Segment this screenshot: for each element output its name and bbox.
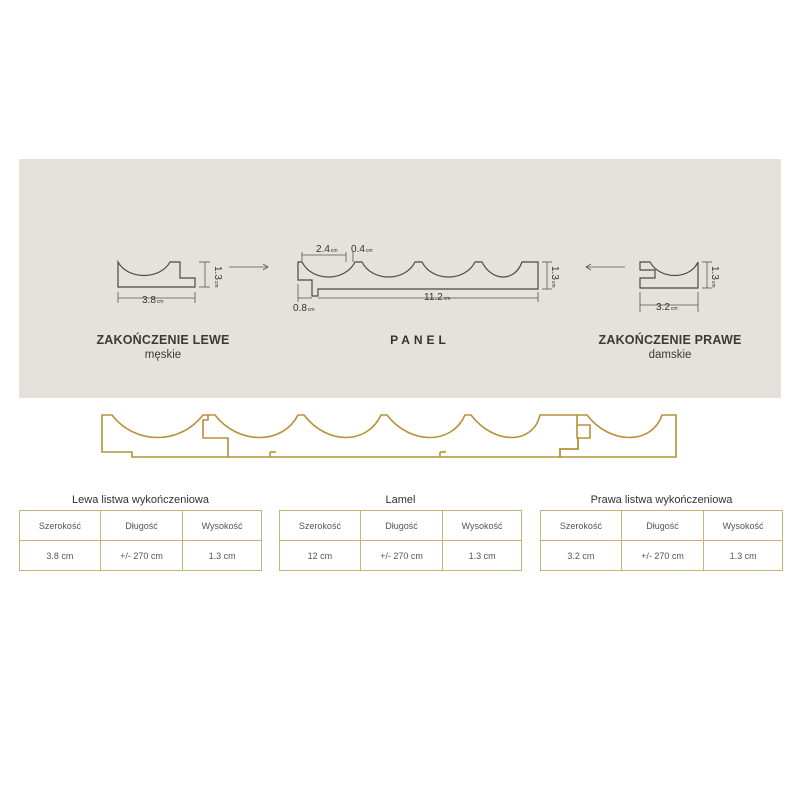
header-cell: Wysokość xyxy=(183,511,262,541)
spec-table-title: Prawa listwa wykończeniowa xyxy=(590,494,733,506)
header-cell: Długość xyxy=(100,511,182,541)
panel-groove-label: 2.4cm xyxy=(316,244,338,255)
value-cell: +/- 270 cm xyxy=(360,541,442,571)
spec-table-title: Lamel xyxy=(385,494,416,506)
panel-offset-dimension xyxy=(298,284,312,302)
left-profile-caption xyxy=(88,333,238,361)
value-cell: 1.3 cm xyxy=(704,541,783,571)
left-profile-subtitle: męskie xyxy=(144,349,182,361)
arrow-right-icon xyxy=(229,264,268,270)
left-width-label: 3.8cm xyxy=(142,295,164,306)
spec-table-right xyxy=(540,494,783,571)
left-height-label: 1.3cm xyxy=(212,266,223,288)
right-height-label: 1.3cm xyxy=(709,266,720,288)
panel-caption xyxy=(360,333,480,347)
value-cell: 12 cm xyxy=(280,541,361,571)
assembly-outline xyxy=(102,415,676,457)
right-profile-title: ZAKOŃCZENIE PRAWE xyxy=(598,333,742,347)
value-cell: 1.3 cm xyxy=(183,541,262,571)
panel-title: PANEL xyxy=(390,333,450,347)
right-width-label: 3.2cm xyxy=(656,302,678,313)
header-cell: Szerokość xyxy=(541,511,622,541)
header-cell: Szerokość xyxy=(280,511,361,541)
header-cell: Wysokość xyxy=(704,511,783,541)
header-cell: Wysokość xyxy=(443,511,522,541)
spec-table-title: Lewa listwa wykończeniowa xyxy=(72,494,209,506)
arrow-left-icon xyxy=(586,264,625,270)
spec-table-center xyxy=(279,494,522,571)
value-cell: +/- 270 cm xyxy=(100,541,182,571)
value-cell: 3.8 cm xyxy=(20,541,101,571)
spec-table-left xyxy=(19,494,262,571)
panel-total-width-label: 11.2cm xyxy=(424,292,451,303)
header-cell: Długość xyxy=(621,511,703,541)
value-cell: 3.2 cm xyxy=(541,541,622,571)
right-profile-subtitle: damskie xyxy=(648,349,692,361)
right-profile-shape xyxy=(640,262,698,288)
right-profile-caption xyxy=(590,333,750,361)
header-cell: Szerokość xyxy=(20,511,101,541)
left-height-dimension xyxy=(199,262,210,287)
panel-gap-label: 0.4cm xyxy=(351,244,373,255)
value-cell: +/- 270 cm xyxy=(621,541,703,571)
panel-height-label: 1.3cm xyxy=(549,266,560,288)
header-cell: Długość xyxy=(360,511,442,541)
value-cell: 1.3 cm xyxy=(443,541,522,571)
left-profile-shape xyxy=(118,262,195,287)
panel-offset-label: 0.8cm xyxy=(293,303,315,314)
left-profile-title: ZAKOŃCZENIE LEWE xyxy=(96,333,230,347)
panel-profile-shape xyxy=(298,262,538,296)
